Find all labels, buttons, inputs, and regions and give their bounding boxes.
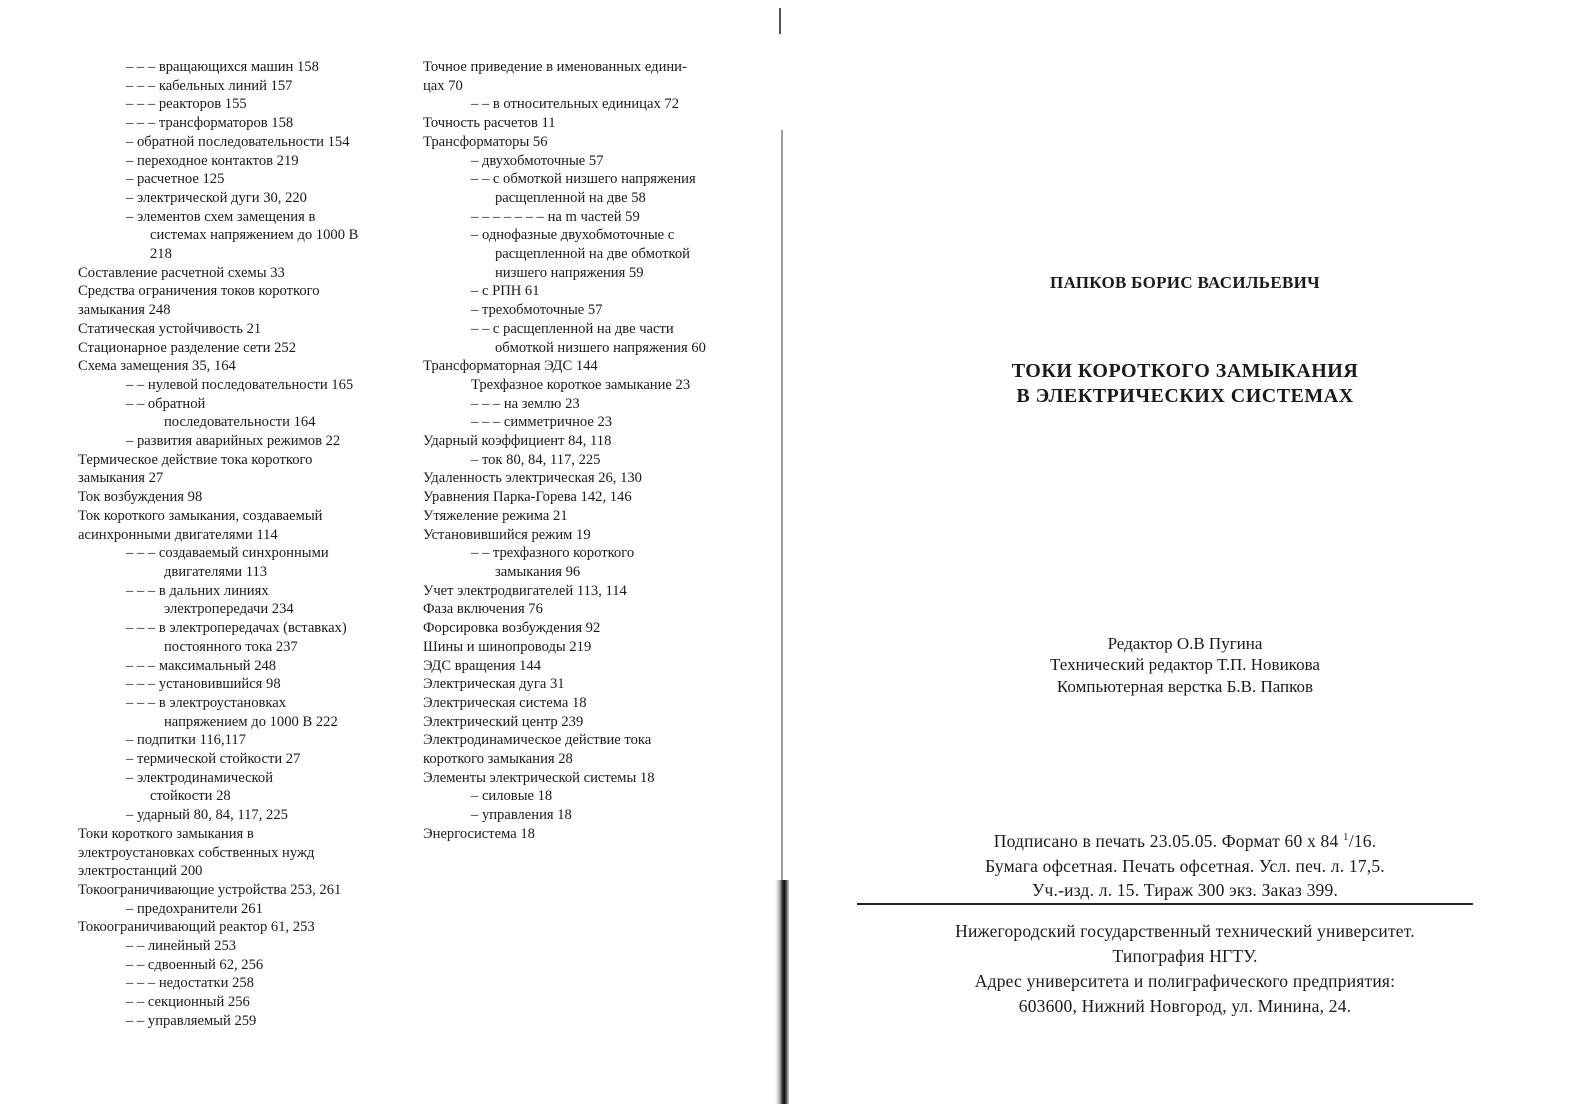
index-entry: последовательности 164 [164,414,316,431]
index-entry: – подпитки 116,117 [126,732,246,749]
index-entry: – обратной последовательности 154 [126,133,350,150]
layout-credit: Компьютерная верстка Б.В. Папков [1056,677,1314,696]
index-entry: расщепленной на две обмоткой [495,246,690,263]
book-spine-line [781,130,783,890]
book-spine-shadow [775,880,789,1104]
index-entry: Утяжеление режима 21 [423,507,568,524]
divider-rule [857,903,1473,905]
index-entry: Электрическая система 18 [423,694,587,711]
index-entry: – – – в дальних линиях [126,582,269,599]
imprint-line-1 [798,831,1572,852]
index-entry: Токи короткого замыкания в [78,825,254,842]
index-entry: электропередачи 234 [164,601,294,618]
index-entry: – – – недостатки 258 [126,975,254,992]
title-page [798,0,1572,1104]
index-entry: короткого замыкания 28 [423,751,573,768]
index-entry: – двухобмоточные 57 [471,152,604,169]
index-entry: напряжением до 1000 В 222 [164,713,338,730]
index-entry: Средства ограничения токов короткого [78,283,320,300]
index-entry: – – с обмоткой низшего напряжения [471,171,696,188]
index-entry: – управления 18 [471,807,572,824]
index-entry: Токоограничивающий реактор 61, 253 [78,919,315,936]
index-entry: Трехфазное короткое замыкание 23 [471,376,691,393]
index-entry: – – линейный 253 [126,938,237,955]
index-entry: Термическое действие тока короткого [78,451,313,468]
index-entry: – ударный 80, 84, 117, 225 [126,807,288,824]
index-entry: – – сдвоенный 62, 256 [126,956,264,973]
index-entry: – – управляемый 259 [126,1012,257,1029]
index-entry: Ток возбуждения 98 [78,489,203,506]
index-entry: – электродинамической [126,769,274,786]
index-entry: – – с расщепленной на две части [471,320,674,337]
index-entry: – – – вращающихся машин 158 [126,59,319,75]
index-entry: Стационарное разделение сети 252 [78,339,297,356]
index-entry: Трансформаторная ЭДС 144 [423,358,598,375]
index-entry: асинхронными двигателями 114 [78,526,278,543]
index-entry: – однофазные двухобмоточные с [471,227,675,244]
index-entry: – – – – – – – на m частей 59 [471,208,640,225]
index-entry: 218 [150,246,172,263]
index-entry: – электрической дуги 30, 220 [126,189,307,206]
imprint-line-3: Уч.-изд. л. 15. Тираж 300 экз. Заказ 399. [1031,880,1339,900]
index-entry: Учет электродвигателей 113, 114 [423,582,627,599]
index-entry: Уравнения Парка-Горева 142, 146 [423,489,632,506]
index-entry: низшего напряжения 59 [495,264,644,281]
index-entry: Схема замещения 35, 164 [78,358,236,375]
index-entry: – – – создаваемый синхронными [126,545,329,562]
index-entry: – – в относительных единицах 72 [471,96,679,113]
index-entry: Энергосистема 18 [423,825,535,842]
index-entry: обмоткой низшего напряжения 60 [495,339,706,356]
imprint-format-superscript: 1 [1343,831,1349,844]
index-entry: – ток 80, 84, 117, 225 [471,451,601,468]
index-entry: – – секционный 256 [126,994,250,1011]
index-entry: – – – в электроустановках [126,694,287,711]
index-entry: – с РПН 61 [471,283,540,300]
book-title-line-1: ТОКИ КОРОТКОГО ЗАМЫКАНИЯ [1011,360,1359,382]
index-column-1 [78,58,413,1031]
index-entry: Точность расчетов 11 [423,115,556,132]
index-entry: – – – кабельных линий 157 [126,77,293,94]
index-entry: замыкания 27 [78,470,164,487]
index-entry: Фаза включения 76 [423,601,543,618]
index-entry: Электрическая дуга 31 [423,676,565,693]
index-column-2 [423,58,758,844]
publisher-line-4: 603600, Нижний Новгород, ул. Минина, 24. [1018,996,1352,1016]
book-title-line-2: В ЭЛЕКТРИЧЕСКИХ СИСТЕМАХ [1016,385,1354,407]
index-entry: замыкания 248 [78,302,171,319]
publisher-line-3: Адрес университета и полиграфического предприятия: [974,971,1396,991]
index-entry: двигателями 113 [164,563,268,580]
index-entry: Электродинамическое действие тока [423,732,652,749]
index-entry: – развития аварийных режимов 22 [126,433,341,450]
index-entry: – – – максимальный 248 [126,657,277,674]
index-entry: цах 70 [423,77,463,94]
index-entry: стойкости 28 [150,788,231,805]
index-entry: Трансформаторы 56 [423,133,548,150]
index-entry: – – – реакторов 155 [126,96,247,113]
index-entry: – – – установившийся 98 [126,676,281,693]
index-entry: – трехобмоточные 57 [471,302,603,319]
index-entry: – силовые 18 [471,788,553,805]
publisher-line-1: Нижегородский государственный технический университет. [955,921,1415,941]
imprint-line-1-suffix: /16. [1348,831,1377,851]
index-entry: – элементов схем замещения в [126,208,316,225]
index-entry: – – – трансформаторов 158 [126,115,294,132]
index-entry: Электрический центр 239 [423,713,584,730]
index-entry: Статическая устойчивость 21 [78,320,262,337]
spine-mark [779,8,781,34]
index-entry: Точное приведение в именованных едини- [423,59,687,75]
index-entry: Ударный коэффициент 84, 118 [423,433,612,450]
index-entry: Форсировка возбуждения 92 [423,620,601,637]
index-entry: Удаленность электрическая 26, 130 [423,470,642,487]
index-entry: электроустановках собственных нужд [78,844,315,861]
index-entry: – термической стойкости 27 [126,751,301,768]
index-entry: замыкания 96 [495,563,581,580]
index-entry: – – трехфазного короткого [471,545,635,562]
index-entry: Установившийся режим 19 [423,526,591,543]
index-entry: – – – симметричное 23 [471,414,613,431]
index-entry: Составление расчетной схемы 33 [78,264,285,281]
publisher-line-2: Типография НГТУ. [1112,946,1258,966]
author-name: ПАПКОВ БОРИС ВАСИЛЬЕВИЧ [1050,273,1320,292]
index-entry: постоянного тока 237 [164,638,298,655]
editor-credit: Редактор О.В Пугина [1107,634,1263,653]
index-entry: – предохранители 261 [126,900,263,917]
index-entry: электростанций 200 [78,863,203,880]
index-entry: расщепленной на две 58 [495,189,646,206]
imprint-line-2: Бумага офсетная. Печать офсетная. Усл. печ. л. 17,5. [985,856,1385,876]
index-entry: Токоограничивающие устройства 253, 261 [78,881,342,898]
index-entry: системах напряжением до 1000 В [150,227,359,244]
imprint-line-1-text: Подписано в печать 23.05.05. Формат 60 х 84 [993,831,1343,851]
index-entry: – переходное контактов 219 [126,152,299,169]
index-entry: – – – на землю 23 [471,395,580,412]
index-entry: ЭДС вращения 144 [423,657,541,674]
index-entry: Элементы электрической системы 18 [423,769,655,786]
tech-editor-credit: Технический редактор Т.П. Новикова [1050,655,1320,674]
index-entry: – – нулевой последовательности 165 [126,376,354,393]
index-entry: – расчетное 125 [126,171,225,188]
index-entry: Ток короткого замыкания, создаваемый [78,507,323,524]
index-entry: Шины и шинопроводы 219 [423,638,592,655]
index-entry: – – обратной [126,395,206,412]
index-entry: – – – в электропередачах (вставках) [126,620,347,637]
